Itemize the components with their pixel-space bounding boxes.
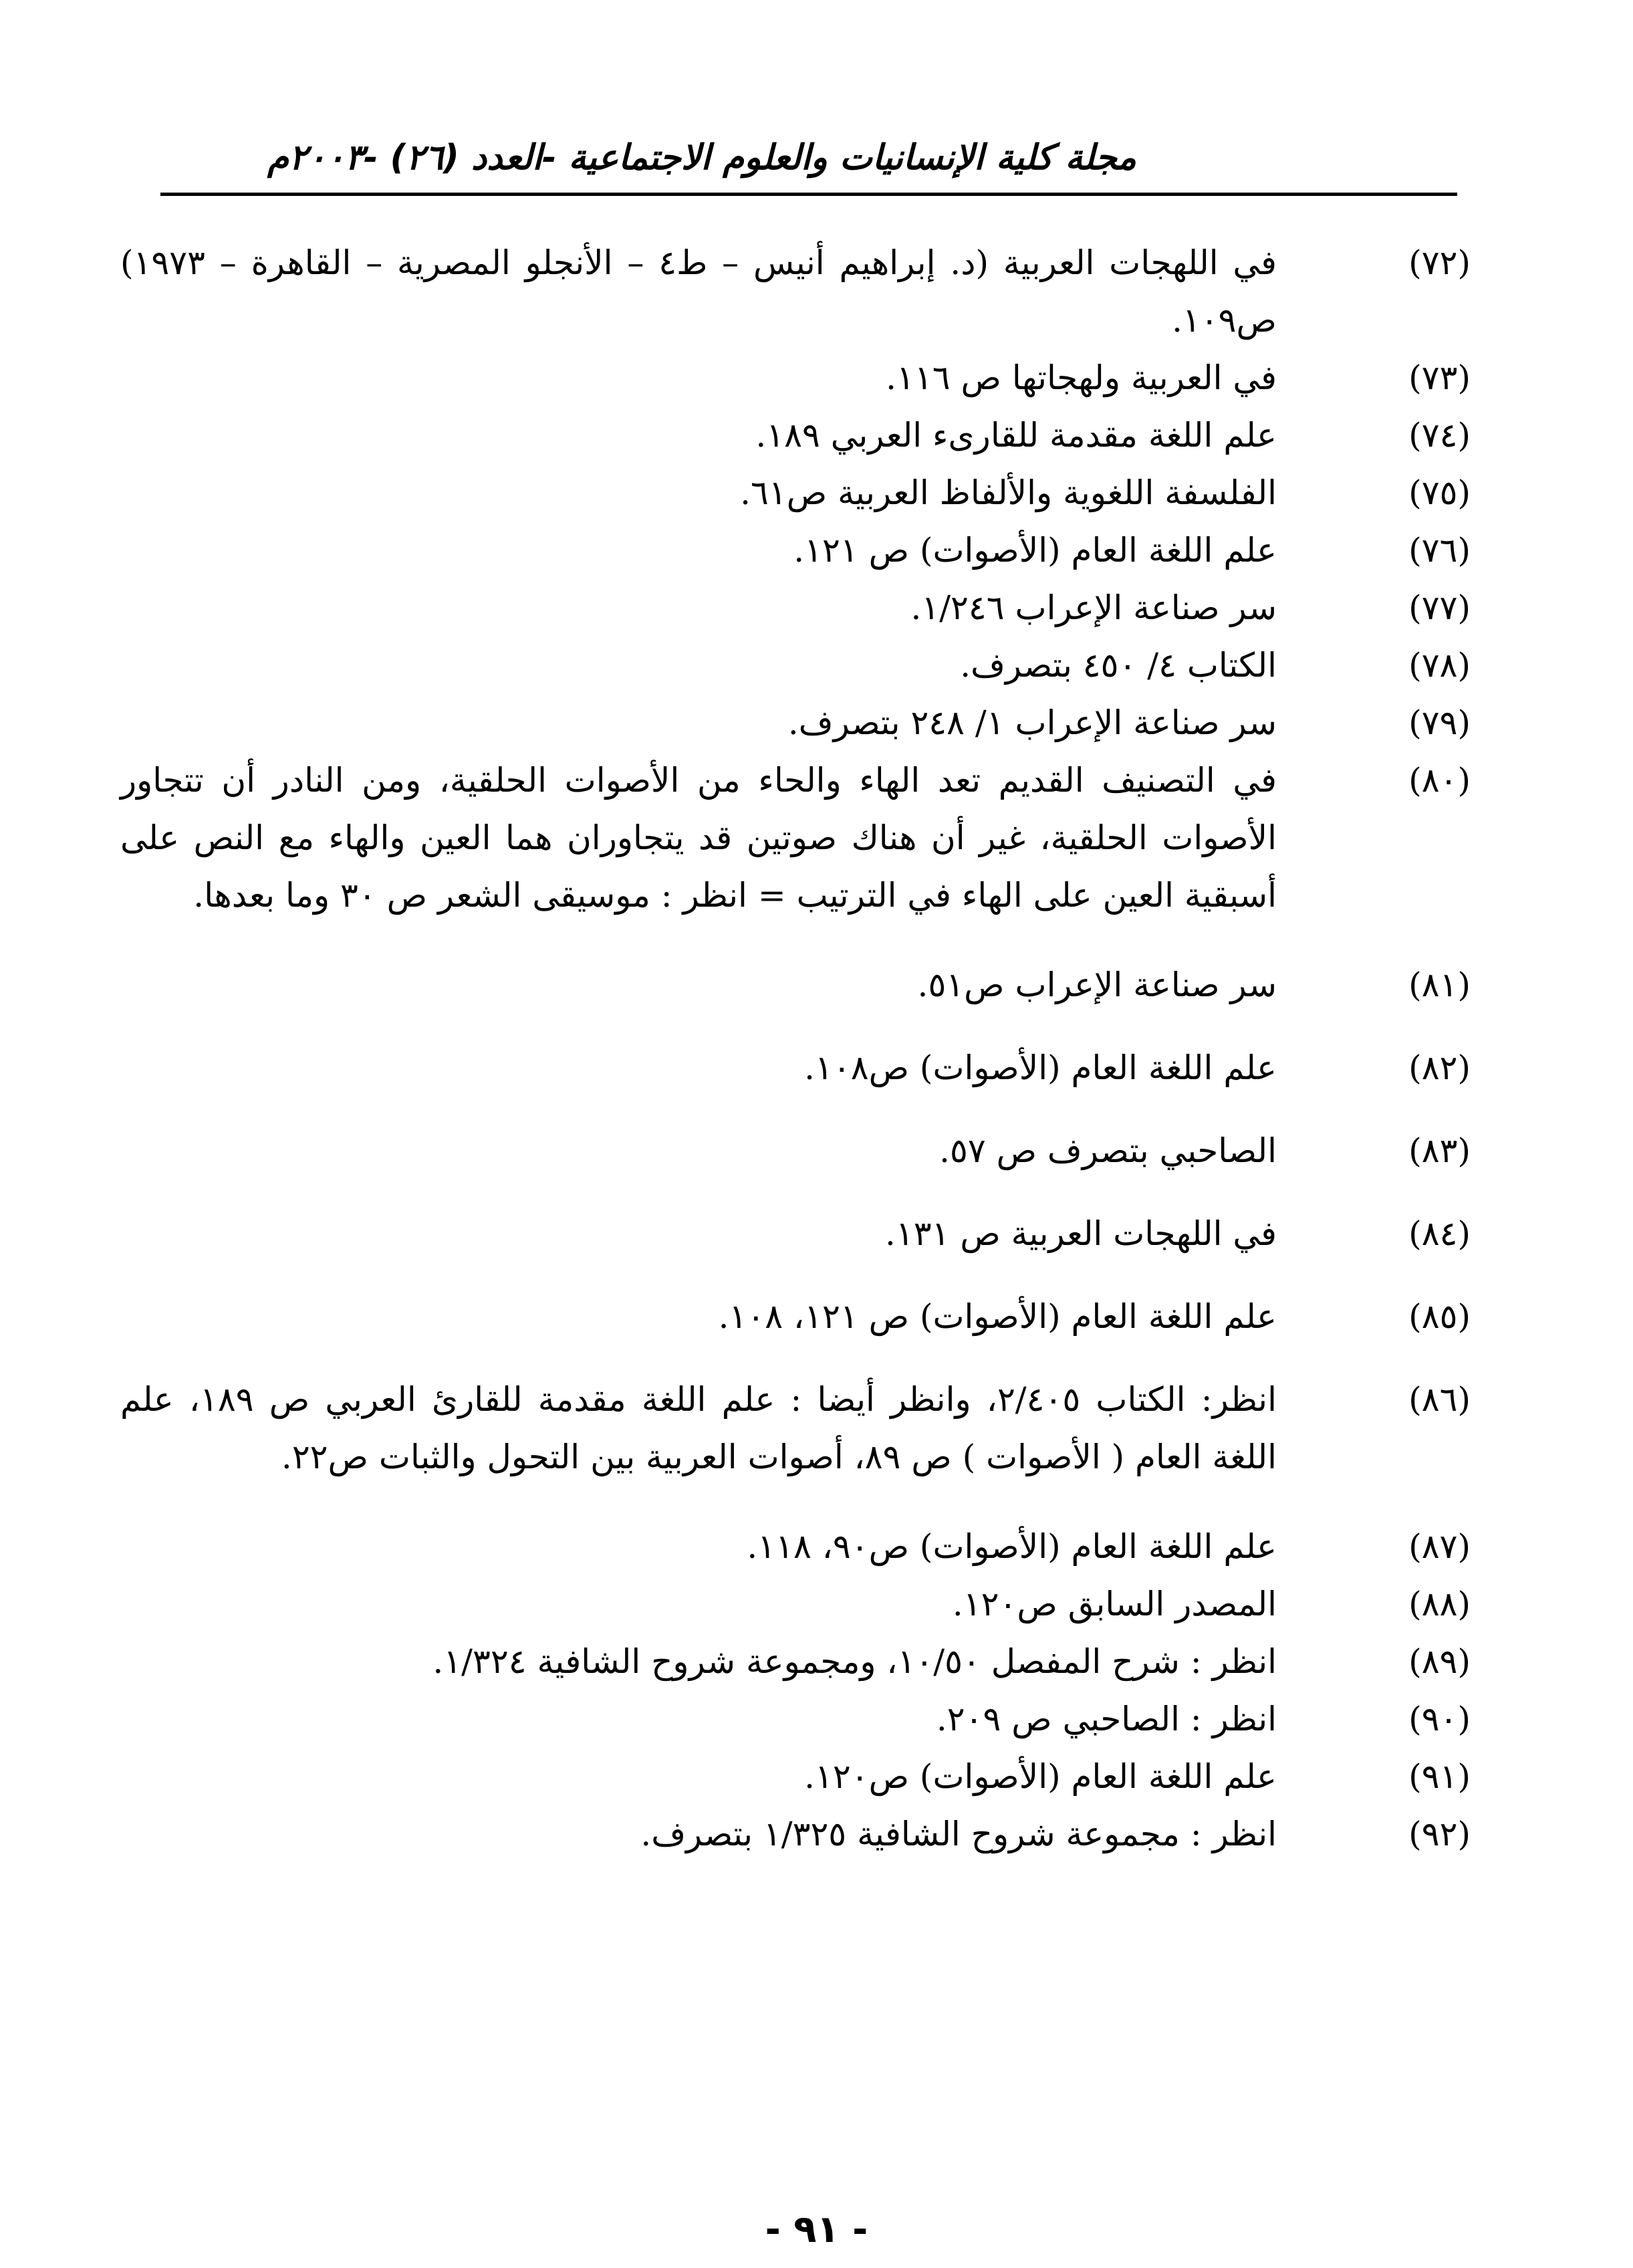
- footnote-number: (٩٢): [1408, 1815, 1471, 1853]
- footnote-text: الفلسفة اللغوية والألفاظ العربية ص٦١.: [740, 473, 1277, 512]
- footnote-item: [120, 694, 1471, 752]
- footnote-number: (٨٠): [1408, 761, 1471, 800]
- footnote-number: (٨٦): [1408, 1380, 1471, 1419]
- footnote-text: انظر: الكتاب ٢/٤٠٥، وانظر أيضا : علم اللغة مقدمة للقارئ العربي ص ١٨٩، علم اللغة العام ( الأصوات ) ص ٨٩، أصوات العربية بين التحول والثبات ص٢٢.: [120, 1380, 1277, 1476]
- footnote-item: [120, 752, 1471, 924]
- footnote-number: (٨٢): [1408, 1048, 1471, 1087]
- footnote-number: (٧٧): [1408, 588, 1471, 627]
- footnote-number: (٧٨): [1408, 646, 1471, 685]
- header-rule: [160, 193, 1457, 196]
- footnote-item: [120, 1371, 1471, 1486]
- footnote-item: [120, 1748, 1471, 1805]
- footnote-number: (٩٠): [1408, 1700, 1471, 1738]
- footnote-item: [120, 956, 1471, 1014]
- footnote-item: [120, 579, 1471, 637]
- footnote-text: في اللهجات العربية ص ١٣١.: [884, 1214, 1277, 1253]
- footnote-text: سر صناعة الإعراب ١/ ٢٤٨ بتصرف.: [787, 703, 1277, 742]
- footnote-item: [120, 1575, 1471, 1633]
- footnote-text: انظر : شرح المفصل ١٠/٥٠، ومجموعة شروح الشافية ١/٣٢٤.: [432, 1642, 1277, 1681]
- footnote-item: [120, 234, 1471, 349]
- footnotes-list: [120, 234, 1471, 1863]
- footnote-number: (٨١): [1408, 966, 1471, 1004]
- footnote-text: سر صناعة الإعراب ١/٢٤٦.: [910, 588, 1277, 627]
- footnote-text: الصاحبي بتصرف ص ٥٧.: [939, 1131, 1277, 1170]
- footnote-text: علم اللغة العام (الأصوات) ص١٠٨.: [804, 1048, 1277, 1087]
- footnote-text: علم اللغة مقدمة للقارىء العربي ١٨٩.: [755, 416, 1277, 455]
- page-number: - ٩١ -: [765, 2208, 868, 2251]
- footnote-number: (٨٧): [1408, 1527, 1471, 1566]
- footnote-item: [120, 1633, 1471, 1690]
- footnote-text: علم اللغة العام (الأصوات) ص٩٠، ١١٨.: [747, 1527, 1277, 1566]
- footnote-item: [120, 1288, 1471, 1345]
- footnote-number: (٧٤): [1408, 416, 1471, 455]
- footnote-item: [120, 1805, 1471, 1863]
- footnote-item: [120, 522, 1471, 579]
- footnote-number: (٨٥): [1408, 1297, 1471, 1336]
- footnote-number: (٩١): [1408, 1757, 1471, 1796]
- footnote-number: (٨٨): [1408, 1585, 1471, 1623]
- footnote-number: (٨٣): [1408, 1131, 1471, 1170]
- footnote-number: (٧٢): [1408, 243, 1471, 282]
- journal-header: مجلة كلية الإنسانيات والعلوم الاجتماعية -العدد (٢٦) -٢٠٠٣م: [267, 138, 1136, 178]
- footnote-number: (٨٤): [1408, 1214, 1471, 1253]
- footnote-number: (٧٣): [1408, 358, 1471, 397]
- footnote-text: في التصنيف القديم تعد الهاء والحاء من الأصوات الحلقية، ومن النادر أن تتجاور الأصوات الحلقية، غير أن هناك صوتين قد يتجاوران هما العين والهاء مع النص على أسبقية العين على الهاء في الترتيب = انظر : موسيقى الشعر ص ٣٠ وما بعدها.: [120, 761, 1277, 915]
- footnote-text: علم اللغة العام (الأصوات) ص ١٢١، ١٠٨.: [718, 1297, 1277, 1336]
- footnote-text: علم اللغة العام (الأصوات) ص ١٢١.: [793, 531, 1277, 570]
- footnote-item: [120, 1122, 1471, 1179]
- footnote-text: علم اللغة العام (الأصوات) ص١٢٠.: [804, 1757, 1277, 1796]
- footnote-text: سر صناعة الإعراب ص٥١.: [917, 966, 1277, 1004]
- footnote-text: في العربية ولهجاتها ص ١١٦.: [886, 358, 1277, 397]
- footnote-number: (٧٦): [1408, 531, 1471, 570]
- footnote-item: [120, 407, 1471, 464]
- footnote-text: المصدر السابق ص١٢٠.: [952, 1585, 1277, 1623]
- footnote-number: (٨٩): [1408, 1642, 1471, 1681]
- footnote-number: (٧٥): [1408, 473, 1471, 512]
- footnote-item: [120, 1690, 1471, 1748]
- footnote-item: [120, 464, 1471, 522]
- footnote-item: [120, 349, 1471, 407]
- footnote-number: (٧٩): [1408, 703, 1471, 742]
- footnote-item: [120, 1039, 1471, 1097]
- footnote-item: [120, 1205, 1471, 1262]
- footnote-text: انظر : الصاحبي ص ٢٠٩.: [936, 1700, 1277, 1738]
- footnote-text: في اللهجات العربية (د. إبراهيم أنيس – ط٤ – الأنجلو المصرية – القاهرة – ١٩٧٣) ص١٠٩.: [120, 243, 1277, 340]
- footnote-text: انظر : مجموعة شروح الشافية ١/٣٢٥ بتصرف.: [640, 1815, 1277, 1853]
- footnote-item: [120, 637, 1471, 694]
- footnote-item: [120, 1518, 1471, 1575]
- footnote-text: الكتاب ٤/ ٤٥٠ بتصرف.: [960, 646, 1277, 685]
